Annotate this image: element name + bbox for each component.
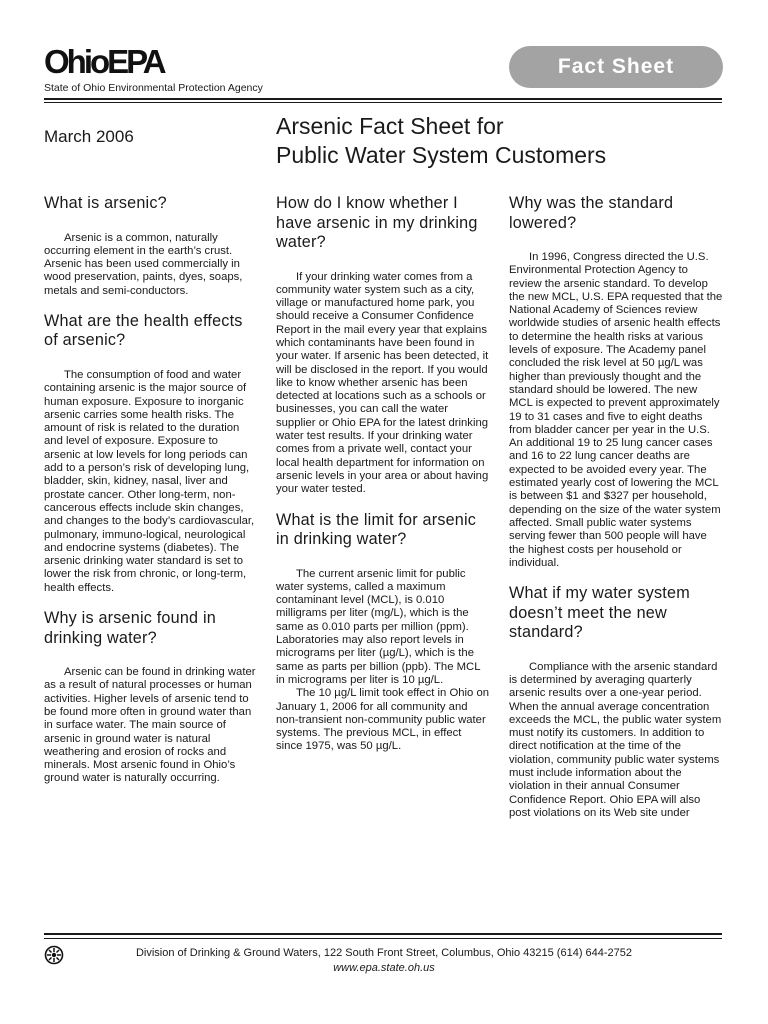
- paragraph-how-do-i-know: If your drinking water comes from a community water system such as a city, village or manufactured home park, you should receive a Consumer Confidence Report in the mail every year that explains which contaminants have been found in your water. If arsenic has been detected, it will be disclosed in the report. If you would like to know whether arsenic has been detected at locations such as a schools or businesses, you can call the water supplier or Ohio EPA for the latest drinking water test results. If your drinking water comes from a private well, contact your local health department for information on arsenic levels in your area or about having your water tested.: [276, 270, 489, 496]
- fact-sheet-badge: Fact Sheet: [509, 46, 723, 88]
- paragraph-noncompliance: Compliance with the arsenic standard is determined by averaging quarterly arsenic results over a one-year period. When the annual average concentration exceeds the MCL, the public water system must notify its customers. In addition to direct notification at the time of the violation, community public water systems must include information about the violation in their annual Consumer Confidence Report. Ohio EPA will also post violations on its Web site under: [509, 660, 722, 819]
- footer-rule: [44, 933, 722, 935]
- column-2: [276, 194, 490, 754]
- paragraph-limit: The current arsenic limit for public water systems, called a maximum contaminant level (MCL), is 0.010 milligrams per liter (mg/L), which is the same as 0.010 parts per million (ppm). Laboratories may also report levels in micrograms per liter (µg/L), which is the same as parts per billion (ppb). The MCL in micrograms per liter is 10 µg/L.: [276, 567, 481, 686]
- paragraph-why-found: Arsenic can be found in drinking water as a result of natural processes or human activities. Higher levels of arsenic tend to be found more often in ground water than in surface water. The main source of arsenic in ground water is natural weathering and erosion of rocks and minerals. Most arsenic found in Ohio’s ground water is naturally occurring.: [44, 666, 256, 785]
- header-rule: [44, 98, 722, 100]
- page-title: [276, 112, 606, 170]
- heading-health-effects: What are the health effects of arsenic?: [44, 311, 243, 350]
- paragraph-what-is-arsenic: Arsenic is a common, naturally occurring element in the earth’s crust. Arsenic has been used commercially in wood preservation, paints, dyes, soaps, metals and semi-conductors.: [44, 231, 243, 297]
- title-line-2: Public Water System Customers: [276, 142, 607, 168]
- heading-limit: What is the limit for arsenic in drinking water?: [276, 510, 477, 549]
- publication-date: March 2006: [44, 127, 134, 146]
- heading-noncompliance: What if my water system doesn’t meet the new standard?: [509, 584, 690, 642]
- title-line-1: Arsenic Fact Sheet for: [276, 113, 504, 139]
- heading-why-lowered: Why was the standard lowered?: [509, 194, 674, 232]
- paragraph-limit-effective: The 10 µg/L limit took effect in Ohio on January 1, 2006 for all community and non-transient non-community public water systems. The previous MCL, in effect since 1975, was 50 µg/L.: [276, 687, 490, 753]
- footer-rule-thin: [44, 938, 722, 939]
- logo-text: OhioEPA: [44, 44, 164, 78]
- column-3: [509, 194, 723, 820]
- paragraph-why-lowered: In 1996, Congress directed the U.S. Environmental Protection Agency to review the arsenic standard. To develop the new MCL, U.S. EPA requested that the National Academy of Sciences review worldwide studies of arsenic health effects to determine the health risks at various levels of exposure. The Academy panel concluded the risk level at 50 µg/L was higher than previously thought and the standard should be lowered. The new MCL is expected to prevent approximately 19 to 31 cases and five to eight deaths from bladder cancer per year in the U.S. An additional 19 to 25 lung cancer cases and 16 to 22 lung cancer deaths are expected to be avoided every year. The estimated yearly cost of lowering the MCL is between $1 and $327 per household, depending on the size of the water system affected. Small public water systems serving fewer than 500 people will have the highest costs per household or individual.: [509, 251, 723, 569]
- footer-url[interactable]: www.epa.state.oh.us: [333, 962, 435, 974]
- heading-why-found: Why is arsenic found in drinking water?: [44, 609, 216, 647]
- paragraph-health-effects: The consumption of food and water containing arsenic is the major source of human exposure. Exposure to inorganic arsenic carries some health risks. The amount of risk is related to the duration and level of exposure. Exposure to arsenic at low levels for long periods can add to a person’s risk of developing lung, bladder, skin, kidney, nasal, liver and prostate cancer. Other long-term, non-cancerous effects include skin changes, and changes to the body’s cardiovascular, pulmonary, immuno-logical, neurological and endocrine systems (diabetes). The arsenic drinking water standard is set to lower the risk from chronic, or long-term, health effects.: [44, 368, 255, 594]
- agency-name: State of Ohio Environmental Protection Agency: [44, 82, 263, 94]
- ohio-epa-logo: [44, 44, 178, 78]
- footer-address: Division of Drinking & Ground Waters, 122 South Front Street, Columbus, Ohio 43215 (614) 644-2752: [135, 947, 633, 959]
- heading-what-is-arsenic: What is arsenic?: [44, 194, 167, 212]
- column-1: [44, 194, 256, 786]
- heading-how-do-i-know: How do I know whether I have arsenic in my drinking water?: [276, 194, 478, 251]
- header-rule-thin: [44, 102, 722, 103]
